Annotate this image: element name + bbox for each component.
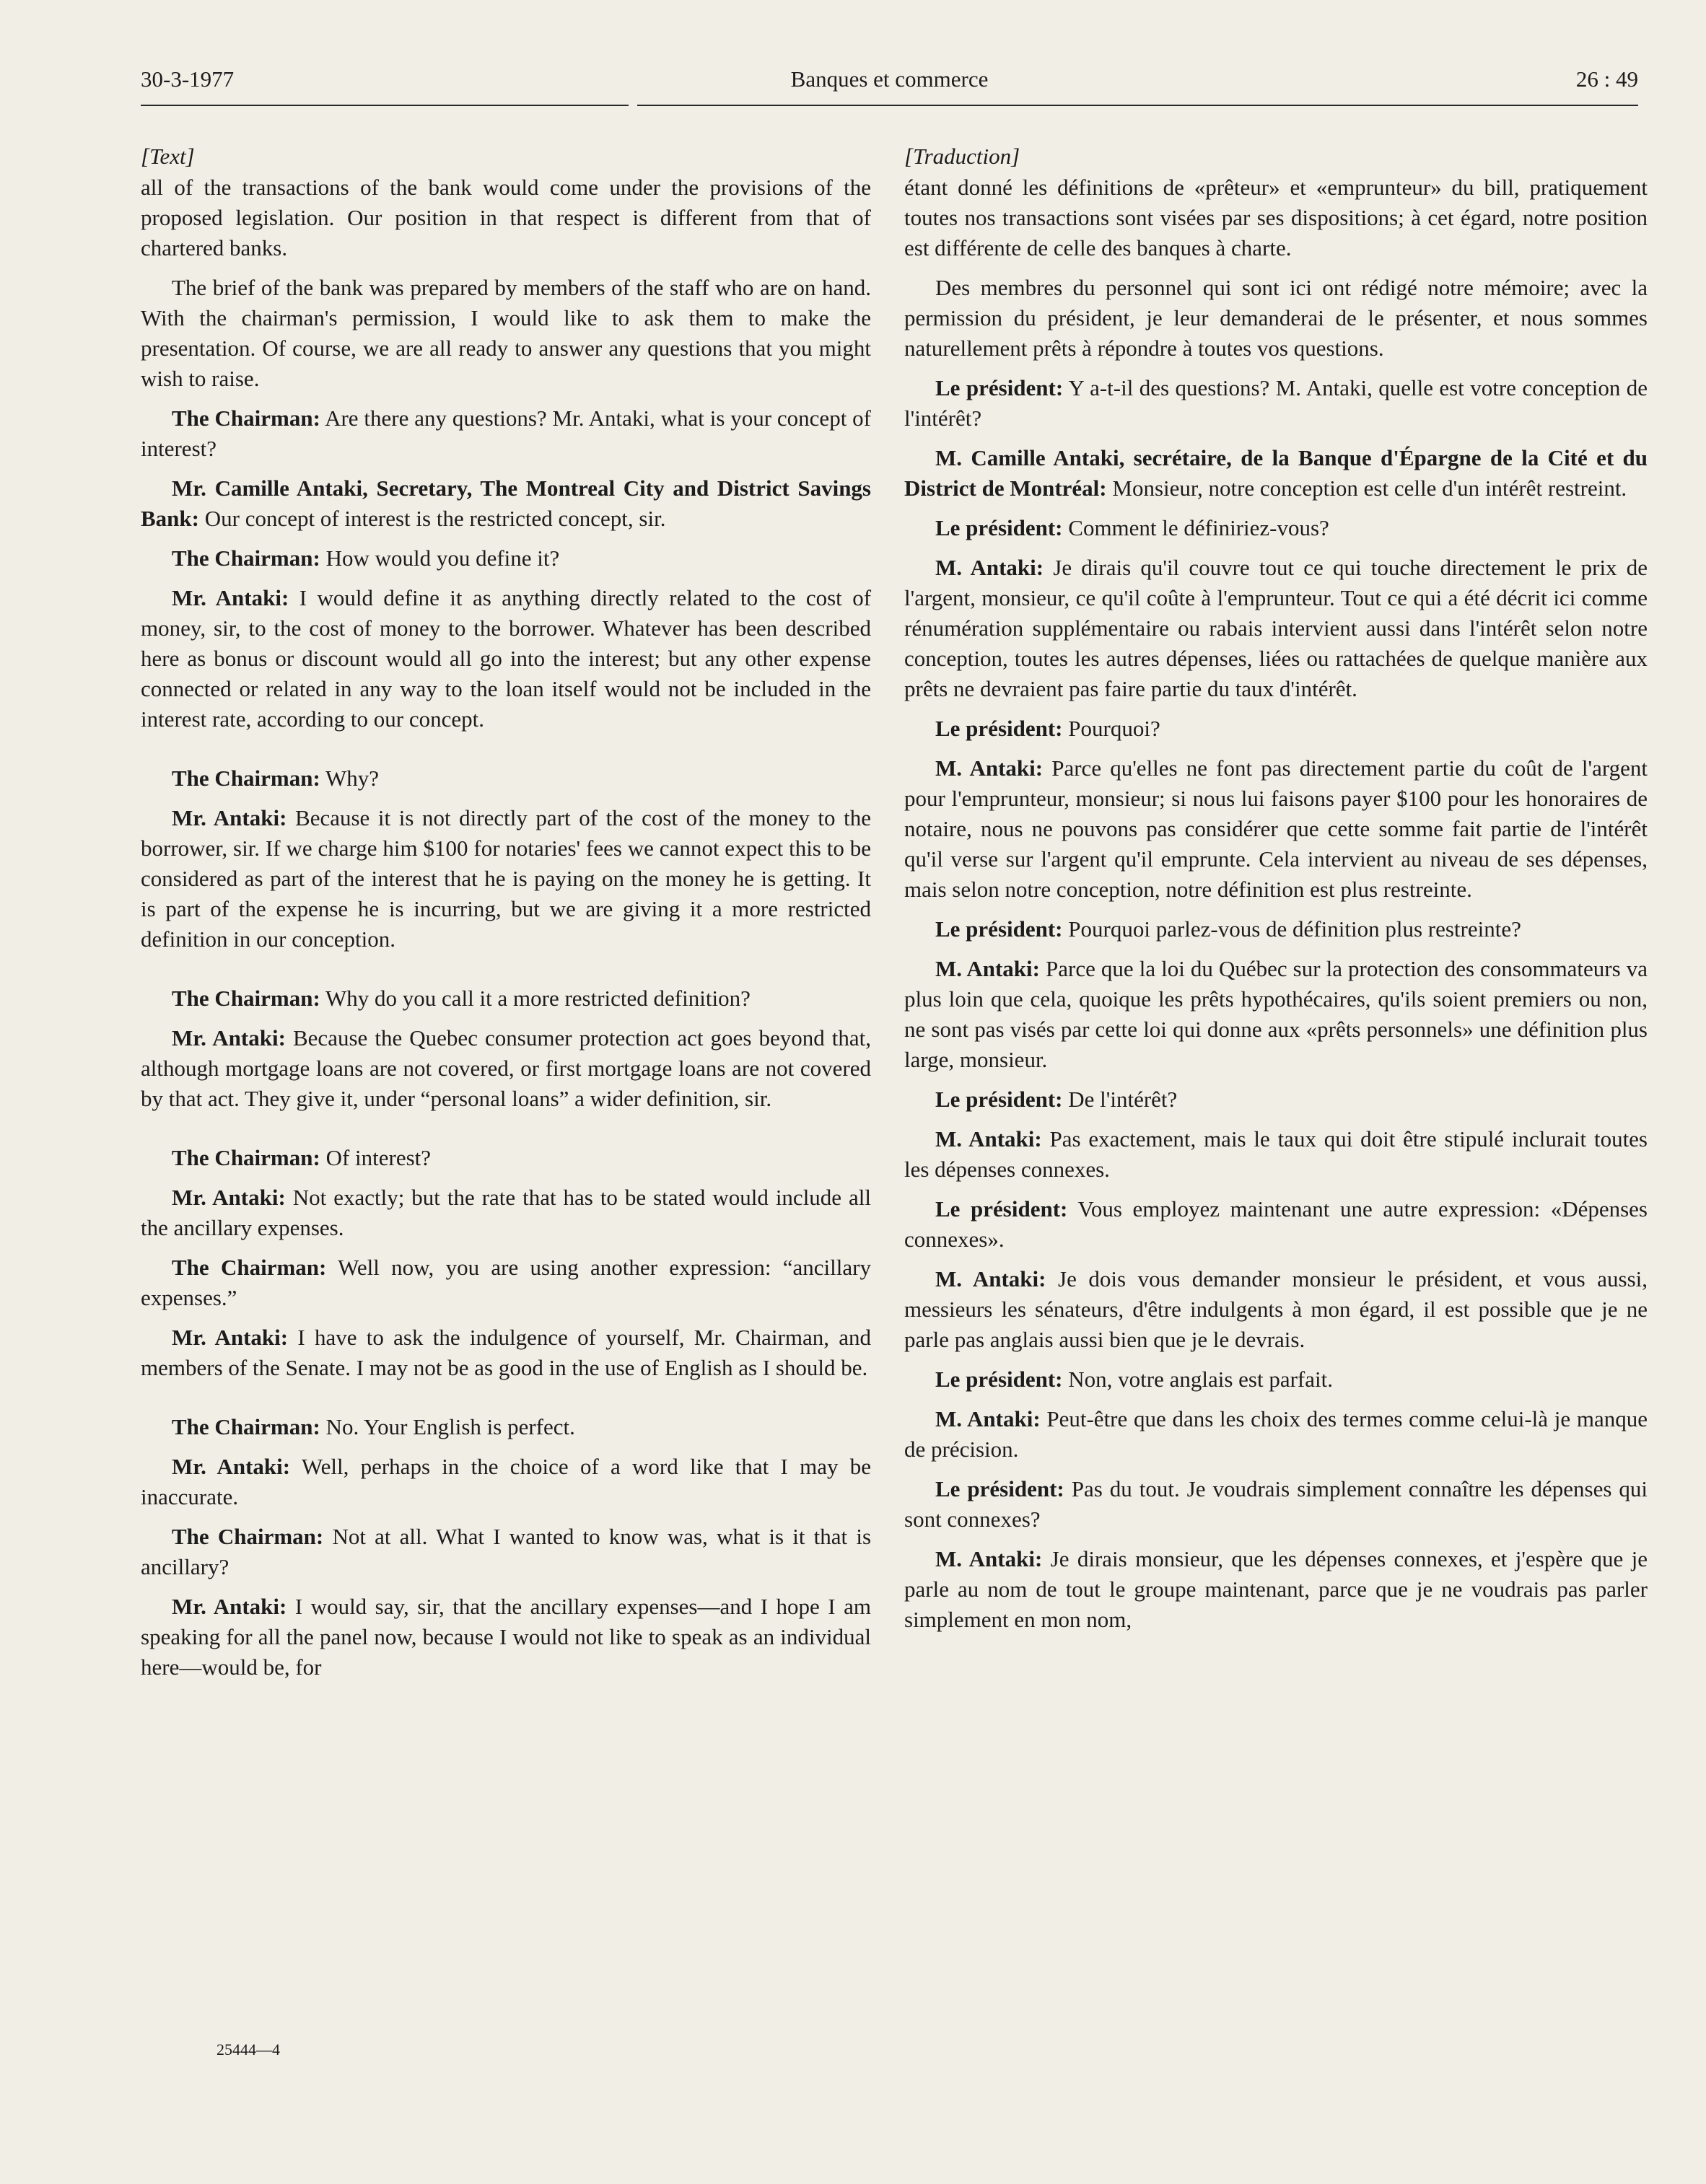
paragraph-text: The brief of the bank was prepared by members of the staff who are on hand. With the chairman's permission, I would like to ask them to make the presentation. Of course, we are all ready to answer any questions that you might wish to raise. — [141, 275, 871, 391]
paragraph — [904, 1544, 1648, 1635]
speaker-name: Le président: — [935, 716, 1063, 741]
header-date: 30-3-1977 — [141, 66, 235, 92]
paragraph-text: No. Your English is perfect. — [325, 1414, 575, 1439]
speaker-name: The Chairman: — [172, 1255, 327, 1280]
speaker-name: Mr. Antaki: — [172, 1325, 289, 1350]
english-column — [141, 141, 871, 1692]
paragraph — [141, 983, 871, 1014]
paragraph — [141, 583, 871, 734]
paragraph-text: Why? — [325, 766, 380, 791]
paragraph — [141, 803, 871, 955]
speaker-name: M. Antaki: — [935, 956, 1040, 981]
paragraph-text: Not exactly; but the rate that has to be stated would include all the ancillary expenses. — [141, 1185, 872, 1240]
paragraph — [141, 1522, 871, 1582]
paragraph — [904, 1364, 1648, 1395]
speaker-name: M. Antaki: — [935, 1406, 1041, 1431]
paragraph — [904, 443, 1648, 504]
paragraph — [141, 1592, 871, 1683]
header-rule-right — [637, 105, 1638, 106]
paragraph — [904, 373, 1648, 434]
paragraph-text: Non, votre anglais est parfait. — [1068, 1367, 1333, 1392]
paragraph — [904, 513, 1648, 543]
paragraph-text: Well now, you are using another expression: “ancillary expenses.” — [141, 1255, 871, 1310]
paragraph — [141, 1183, 871, 1243]
header-page-number: 26 : 49 — [1575, 66, 1638, 92]
speaker-name: Mr. Antaki: — [172, 1185, 286, 1210]
paragraph — [141, 1412, 871, 1442]
column-label: [Traduction] — [904, 144, 1020, 169]
speaker-name: The Chairman: — [172, 1414, 320, 1439]
header-rule-left — [141, 105, 629, 106]
speaker-name: M. Camille Antaki, secrétaire, de la Banque d'Épargne de la Cité et du District de Montréal: — [904, 445, 1648, 501]
header-title: Banques et commerce — [790, 66, 989, 92]
speaker-name: Mr. Antaki: — [172, 1454, 291, 1479]
paragraph-text: Peut-être que dans les choix des termes comme celui-là je manque de précision. — [904, 1406, 1648, 1462]
speaker-name: Mr. Antaki: — [172, 805, 287, 830]
paragraph — [904, 172, 1648, 263]
paragraph — [904, 954, 1648, 1075]
paragraph — [141, 1323, 871, 1383]
speaker-name: M. Antaki: — [935, 1266, 1046, 1291]
paragraph-text: Not at all. What I wanted to know was, what is it that is ancillary? — [141, 1524, 872, 1579]
paragraph-text: Pourquoi? — [1068, 716, 1160, 741]
speaker-name: Le président: — [935, 375, 1064, 400]
paragraph — [141, 1452, 871, 1512]
paragraph-text: I would say, sir, that the ancillary expenses—and I hope I am speaking for all the panel now, because I would not like to speak as an individual here—would be, for — [141, 1594, 872, 1680]
speaker-name: M. Antaki: — [935, 755, 1044, 781]
paragraph — [904, 914, 1648, 944]
french-column — [904, 141, 1648, 1644]
paragraph — [141, 172, 871, 263]
speaker-name: Le président: — [935, 1367, 1063, 1392]
speaker-name: Le président: — [935, 916, 1063, 942]
paragraph — [904, 553, 1648, 704]
speaker-name: The Chairman: — [172, 1524, 324, 1549]
speaker-name: Mr. Antaki: — [172, 1025, 286, 1051]
paragraph — [141, 473, 871, 534]
speaker-name: Mr. Camille Antaki, Secretary, The Montreal City and District Savings Bank: — [141, 475, 871, 531]
paragraph — [141, 1143, 871, 1173]
paragraph-text: Monsieur, notre conception est celle d'un intérêt restreint. — [1112, 475, 1627, 501]
paragraph-text: étant donné les définitions de «prêteur» et «emprunteur» du bill, pratiquement toutes nos transactions sont visées par ses dispositions; à cet égard, notre position est différente de celle des banques à charte. — [904, 175, 1648, 260]
paragraph-text: How would you define it? — [325, 545, 560, 571]
paragraph-text: Because the Quebec consumer protection act goes beyond that, although mortgage loans are not covered, or first mortgage loans are not covered by that act. They give it, under “personal loans” a wider definition, sir. — [141, 1025, 872, 1111]
paragraph-text: Pas exactement, mais le taux qui doit être stipulé inclurait toutes les dépenses connexes. — [904, 1126, 1648, 1182]
paragraph — [904, 1474, 1648, 1535]
paragraph-text: Well, perhaps in the choice of a word like that I may be inaccurate. — [141, 1454, 871, 1509]
speaker-name: The Chairman: — [172, 1145, 320, 1170]
paragraph — [904, 1084, 1648, 1115]
speaker-name: Le président: — [935, 1196, 1068, 1222]
paragraph-text: Je dois vous demander monsieur le président, et vous aussi, messieurs les sénateurs, d'être indulgents à mon égard, il est possible que je ne parle pas anglais aussi bien que je le devrais. — [904, 1266, 1648, 1352]
footer-code: 25444—4 — [216, 2040, 280, 2058]
paragraph — [904, 714, 1648, 744]
paragraph-text: Pourquoi parlez-vous de définition plus restreinte? — [1068, 916, 1521, 942]
paragraph — [904, 1124, 1648, 1185]
speaker-name: Le président: — [935, 515, 1063, 540]
speaker-name: The Chairman: — [172, 545, 320, 571]
paragraph-text: Of interest? — [325, 1145, 432, 1170]
paragraph-text: all of the transactions of the bank would come under the provisions of the proposed legislation. Our position in that respect is different from that of chartered banks. — [141, 175, 871, 260]
speaker-name: Le président: — [935, 1476, 1064, 1501]
paragraph-text: Parce que la loi du Québec sur la protection des consommateurs va plus loin que cela, quoique les prêts hypothécaires, qu'ils soient premiers ou non, ne sont pas visés par cette loi qui donne aux «prêts personnels» une définition plus large, monsieur. — [904, 956, 1648, 1072]
paragraph — [141, 1253, 871, 1313]
speaker-name: M. Antaki: — [935, 1546, 1043, 1571]
paragraph-text: Why do you call it a more restricted definition? — [325, 986, 751, 1011]
paragraph — [904, 273, 1648, 364]
paragraph-text: Are there any questions? Mr. Antaki, what is your concept of interest? — [141, 405, 871, 461]
paragraph — [141, 273, 871, 394]
paragraph-text: Because it is not directly part of the cost of the money to the borrower, sir. If we charge him $100 for notaries' fees we cannot expect this to be considered as part of the interest that he is paying on the money he is getting. It is part of the expense he is incurring, but we are giving it a more restricted definition in our conception. — [141, 805, 872, 952]
paragraph-text: Vous employez maintenant une autre expression: «Dépenses connexes». — [904, 1196, 1648, 1252]
speaker-name: M. Antaki: — [935, 1126, 1042, 1152]
page-header — [141, 66, 1638, 102]
paragraph — [141, 763, 871, 794]
paragraph — [904, 1404, 1648, 1465]
paragraph-text: De l'intérêt? — [1068, 1087, 1178, 1112]
paragraph-text: Je dirais monsieur, que les dépenses connexes, et j'espère que je parle au nom de tout le groupe maintenant, parce que je ne voudrais pas parler simplement en mon nom, — [904, 1546, 1648, 1632]
paragraph — [904, 753, 1648, 905]
paragraph — [141, 403, 871, 464]
paragraph-text: I would define it as anything directly related to the cost of money, sir, to the cost of money to the borrower. Whatever has been described here as bonus or discount would all go into the interest; but any other expense connected or related in any way to the loan itself would not be included in the interest rate, according to our concept. — [141, 585, 872, 732]
paragraph-text: Parce qu'elles ne font pas directement partie du coût de l'argent pour l'emprunteur, monsieur; si nous lui faisons payer $100 pour les honoraires de notaire, nous ne pouvons pas considérer que cette somme fait partie de l'intérêt qu'il verse sur l'argent qu'il emprunte. Cela intervient au niveau de ses dépenses, mais selon notre conception, notre définition est plus restreinte. — [904, 755, 1648, 902]
speaker-name: Mr. Antaki: — [172, 585, 289, 610]
speaker-name: Mr. Antaki: — [172, 1594, 287, 1619]
paragraph-text: Des membres du personnel qui sont ici ont rédigé notre mémoire; avec la permission du président, je leur demanderai de le présenter, et nous sommes naturellement prêts à répondre à toutes vos questions. — [904, 275, 1648, 361]
paragraph-text: Pas du tout. Je voudrais simplement connaître les dépenses qui sont connexes? — [904, 1476, 1648, 1532]
paragraph-text: Je dirais qu'il couvre tout ce qui touche directement le prix de l'argent, monsieur, ce qu'il coûte à l'emprunteur. Tout ce qui a été décrit ici comme rénumération supplémentaire ou rabais intervient aussi dans l'intérêt selon notre conception, toutes les autres dépenses, liées ou rattachées de quelque manière aux prêts ne devraient pas faire partie du taux d'intérêt. — [904, 555, 1648, 701]
paragraph — [141, 1023, 871, 1114]
column-label: [Text] — [141, 144, 195, 169]
paragraph-text: I have to ask the indulgence of yourself, Mr. Chairman, and members of the Senate. I may not be as good in the use of English as I should be. — [141, 1325, 871, 1380]
paragraph-text: Comment le définiriez-vous? — [1068, 515, 1329, 540]
paragraph-text: Our concept of interest is the restricted concept, sir. — [204, 506, 666, 531]
speaker-name: Le président: — [935, 1087, 1063, 1112]
speaker-name: M. Antaki: — [935, 555, 1044, 580]
paragraph — [904, 1194, 1648, 1255]
speaker-name: The Chairman: — [172, 766, 320, 791]
paragraph — [141, 543, 871, 574]
paragraph — [904, 1264, 1648, 1355]
paragraph-text: Y a-t-il des questions? M. Antaki, quelle est votre conception de l'intérêt? — [904, 375, 1648, 431]
speaker-name: The Chairman: — [172, 986, 320, 1011]
speaker-name: The Chairman: — [172, 405, 320, 431]
